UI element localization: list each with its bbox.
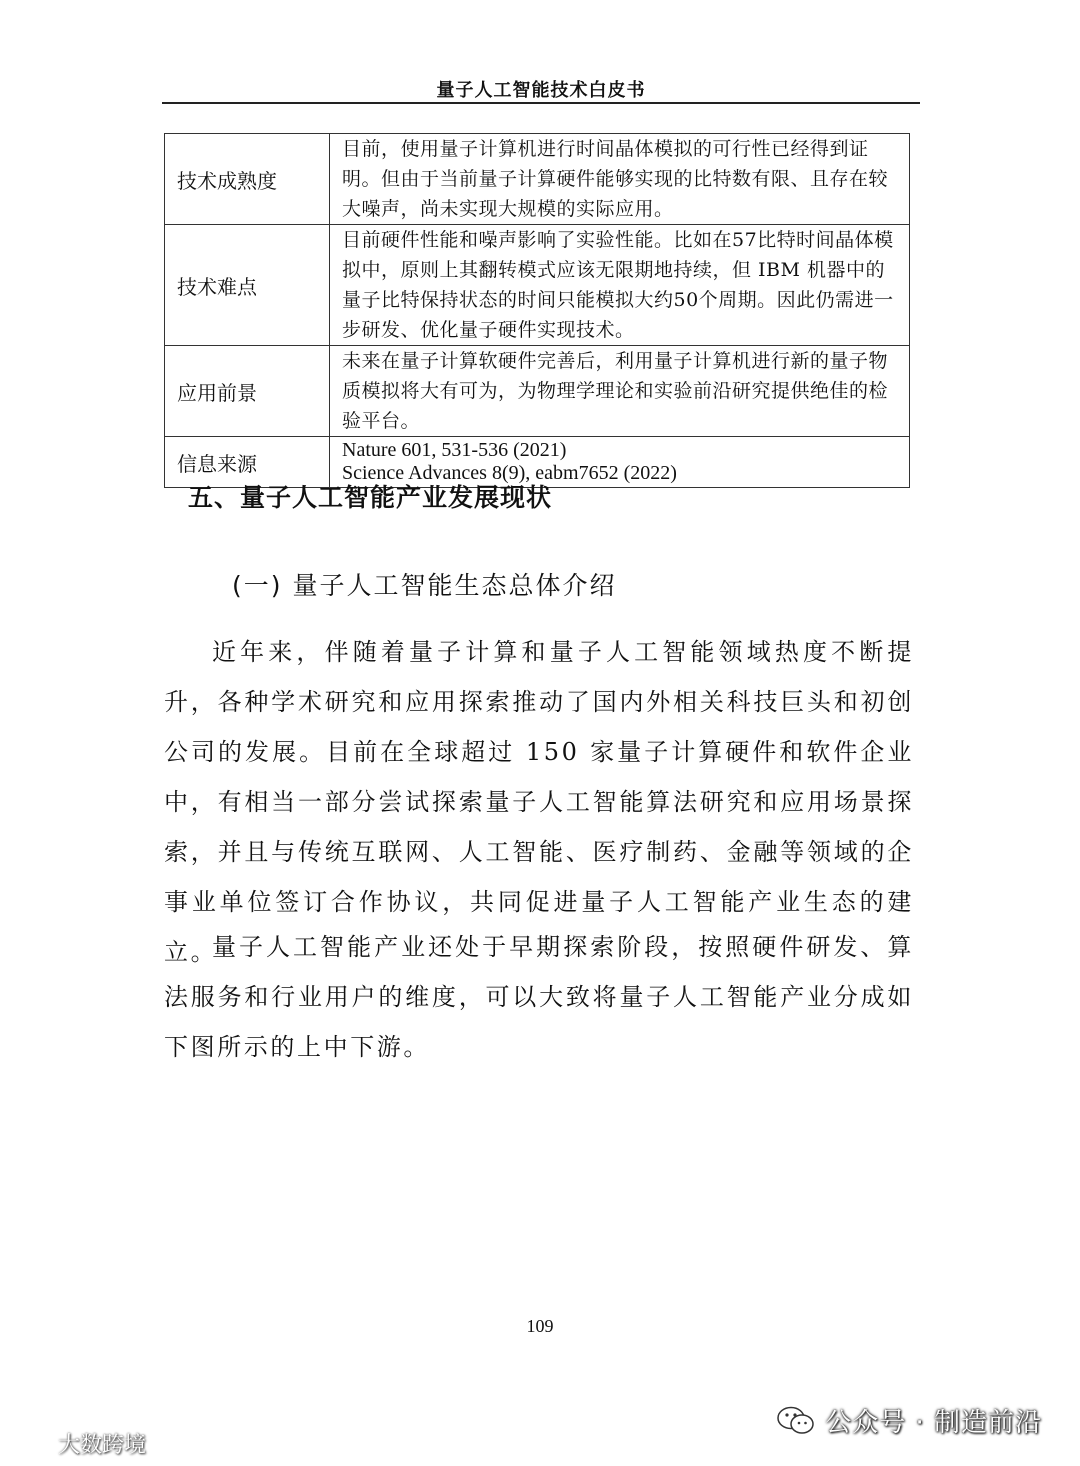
row-label: 信息来源 — [165, 437, 330, 488]
header-rule — [162, 102, 920, 104]
table-row — [165, 225, 910, 346]
table-row — [165, 346, 910, 437]
table-row — [165, 134, 910, 225]
wechat-icon — [777, 1406, 815, 1436]
cloud-logo-icon — [10, 1432, 54, 1456]
row-label: 技术成熟度 — [165, 134, 330, 225]
section-heading: 五、量子人工智能产业发展现状 — [188, 483, 553, 512]
row-value: 目前硬件性能和噪声影响了实验性能。比如在57比特时间晶体模拟中，原则上其翻转模式应该无限期地持续，但 IBM 机器中的量子比特保持状态的时间只能模拟大约50个周期。因此仍需进一步研发、优化量子硬件实现技术。 — [330, 225, 910, 346]
watermark-right — [777, 1402, 1042, 1439]
row-label: 技术难点 — [165, 225, 330, 346]
page-number: 109 — [526, 1316, 554, 1336]
info-table — [164, 133, 910, 488]
row-value: 目前，使用量子计算机进行时间晶体模拟的可行性已经得到证明。但由于当前量子计算硬件能够实现的比特数有限、且存在较大噪声，尚未实现大规模的实际应用。 — [330, 134, 910, 225]
body-paragraph: 近年来，伴随着量子计算和量子人工智能领域热度不断提升，各种学术研究和应用探索推动了国内外相关科技巨头和初创公司的发展。目前在全球超过 150 家量子计算硬件和软件企业中，有相当一部分尝试探索量子人工智能算法研究和应用场景探索，并且与传统互联网、人工智能、医疗制药、金融等领域的企事业单位签订合作协议，共同促进量子人工智能产业生态的建立。 — [164, 638, 914, 966]
subsection-heading: (一) 量子人工智能生态总体介绍 — [232, 571, 617, 600]
watermark-left — [10, 1428, 146, 1459]
body-paragraph: 量子人工智能产业还处于早期探索阶段，按照硬件研发、算法服务和行业用户的维度，可以大致将量子人工智能产业分成如下图所示的上中下游。 — [164, 933, 914, 1061]
source-citation: Science Advances 8(9), eabm7652 (2022) — [342, 462, 677, 484]
row-label: 应用前景 — [165, 346, 330, 437]
watermark-right-text: 公众号 · 制造前沿 — [825, 1408, 1042, 1438]
row-value: 未来在量子计算软硬件完善后，利用量子计算机进行新的量子物质模拟将大有可为，为物理学理论和实验前沿研究提供绝佳的检验平台。 — [330, 346, 910, 437]
watermark-left-text: 大数跨境 — [58, 1433, 147, 1458]
running-header: 量子人工智能技术白皮书 — [436, 80, 646, 101]
source-citation: Nature 601, 531-536 (2021) — [342, 439, 567, 461]
